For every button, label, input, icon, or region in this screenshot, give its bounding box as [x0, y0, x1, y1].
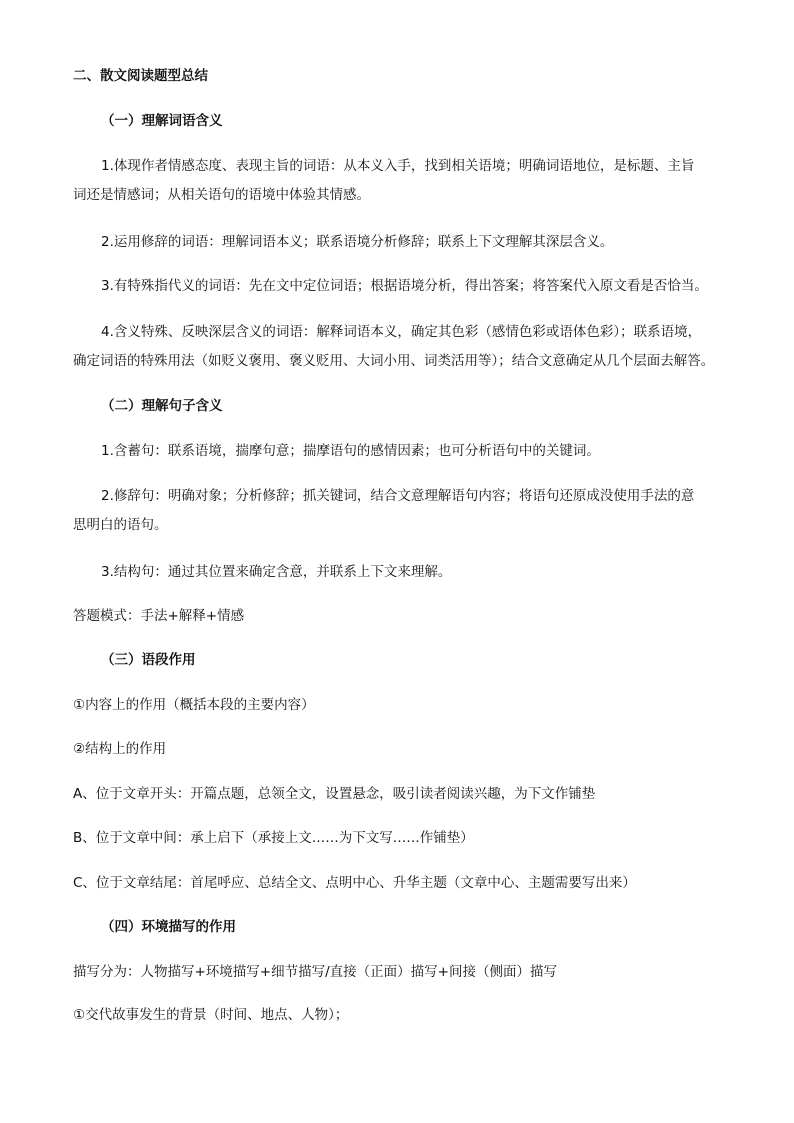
paragraph-sentences-1: 1.含蓄句：联系语境，揣摩句意；揣摩语句的感情因素；也可分析语句中的关键词。 [101, 443, 600, 459]
heading-environment-description: （四）环境描写的作用 [101, 919, 236, 935]
heading-understand-sentences: （二）理解句子含义 [101, 398, 223, 414]
heading-understand-words: （一）理解词语含义 [101, 113, 223, 129]
paragraph-sentences-3: 3.结构句：通过其位置来确定含意，并联系上下文来理解。 [101, 564, 452, 580]
paragraph-environment-2: ①交代故事发生的背景（时间、地点、人物）； [73, 1007, 349, 1023]
paragraph-words-3: 3.有特殊指代义的词语：先在文中定位词语；根据语境分析，得出答案；将答案代入原文看是否恰当。 [101, 278, 708, 294]
paragraph-function-a: A、位于文章开头：开篇点题，总领全文，设置悬念，吸引读者阅读兴趣，为下文作铺垫 [73, 786, 596, 802]
section-title: 二、散文阅读题型总结 [73, 68, 208, 84]
paragraph-words-4-line1: 4.含义特殊、反映深层含义的词语：解释词语本义，确定其色彩（感情色彩或语体色彩）；联系语境， [101, 324, 702, 340]
paragraph-words-4-line2: 确定词语的特殊用法（如贬义褒用、褒义贬用、大词小用、词类活用等）；结合文意确定从几个层面去解答。 [73, 353, 715, 369]
paragraph-words-2: 2.运用修辞的词语：理解词语本义；联系语境分析修辞；联系上下文理解其深层含义。 [101, 234, 614, 250]
answer-pattern: 答题模式：手法+解释+情感 [73, 608, 245, 624]
paragraph-words-1-line2: 词还是情感词；从相关语句的语境中体验其情感。 [73, 187, 370, 203]
paragraph-sentences-2-line2: 思明白的语句。 [73, 517, 168, 533]
paragraph-sentences-2-line1: 2.修辞句：明确对象；分析修辞；抓关键词，结合文意理解语句内容；将语句还原成没使用手法的意 [101, 488, 695, 504]
paragraph-function-b: B、位于文章中间：承上启下（承接上文……为下文写……作铺垫） [73, 830, 474, 846]
paragraph-function-content: ①内容上的作用（概括本段的主要内容） [73, 697, 315, 713]
paragraph-function-structure: ②结构上的作用 [73, 741, 167, 757]
paragraph-environment-1: 描写分为：人物描写+环境描写+细节描写/直接（正面）描写+间接（侧面）描写 [73, 964, 557, 980]
paragraph-words-1-line1: 1.体现作者情感态度、表现主旨的词语：从本义入手，找到相关语境；明确词语地位，是标题、主旨 [101, 158, 695, 174]
paragraph-function-c: C、位于文章结尾：首尾呼应、总结全文、点明中心、升华主题（文章中心、主题需要写出来） [73, 875, 636, 891]
heading-paragraph-function: （三）语段作用 [101, 652, 196, 668]
